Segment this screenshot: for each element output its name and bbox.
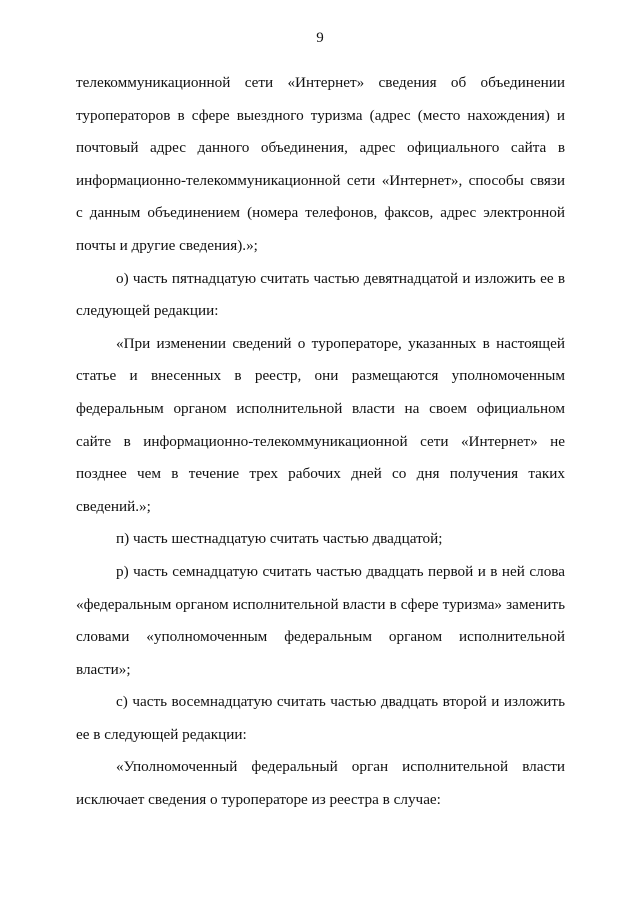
paragraph-quote-changes: «При изменении сведений о туроператоре, указанных в настоящей статье и внесенных в реестр, они размещаются уполномоченным федеральным органом исполнительной власти на своем официальном сайте в информационно-телекоммуникационной сети «Интернет» не позднее чем в течение трех рабочих дней со дня получения таких сведений.»;: [76, 334, 565, 515]
paragraph-item-o: о) часть пятнадцатую считать частью девятнадцатой и изложить ее в следующей редакции:: [76, 269, 565, 320]
paragraph-item-r: р) часть семнадцатую считать частью двадцать первой и в ней слова «федеральным органом исполнительной власти в сфере туризма» заменить словами «уполномоченным федеральным органом исполнительной власти»;: [76, 562, 565, 678]
paragraph-item-s: с) часть восемнадцатую считать частью двадцать второй и изложить ее в следующей редакции:: [76, 693, 565, 743]
paragraph-quote-exclusion: «Уполномоченный федеральный орган исполнительной власти исключает сведения о туроператоре из реестра в случае:: [76, 758, 565, 809]
paragraph-continuation: телекоммуникационной сети «Интернет» сведения об объединении туроператоров в сфере выездного туризма (адрес (место нахождения) и почтовый адрес данного объединения, адрес официального сайта в информационно-телекоммуникационной сети «Интернет», способы связи с данным объединением (номера телефонов, факсов, адрес электронной почты и другие сведения).»;: [76, 74, 565, 254]
paragraph-item-p: п) часть шестнадцатую считать частью двадцатой;: [116, 530, 443, 548]
page-number: 9: [316, 30, 324, 46]
document-body: [76, 67, 565, 817]
